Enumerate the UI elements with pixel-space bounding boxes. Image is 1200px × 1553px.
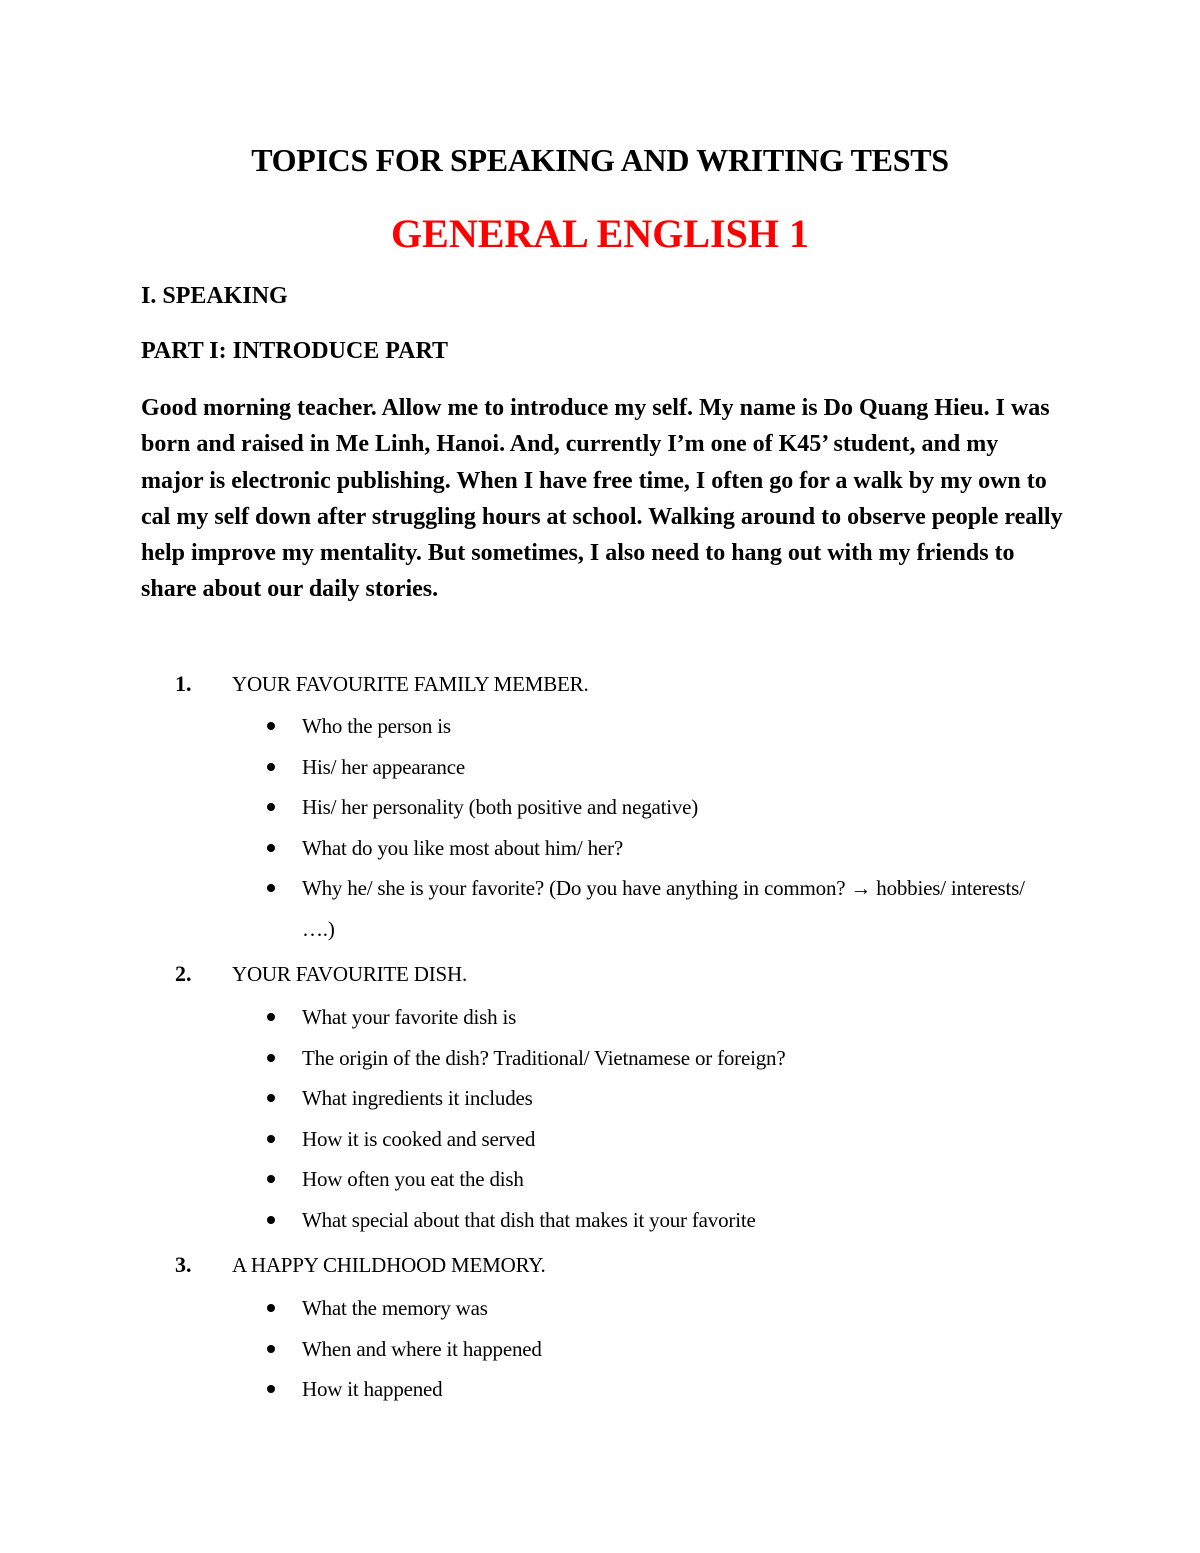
bullet-item xyxy=(0,997,1062,1038)
part-heading-introduce: PART I: INTRODUCE PART xyxy=(141,338,448,364)
bullet-dot-icon xyxy=(267,1216,275,1224)
bullet-item xyxy=(0,706,1062,747)
topic-3-bullet-list xyxy=(0,1288,1200,1410)
bullet-dot-icon xyxy=(267,763,275,771)
topic-1 xyxy=(0,666,1200,702)
bullet-dot-icon xyxy=(267,1135,275,1143)
bullet-dot-icon xyxy=(267,1054,275,1062)
bullet-text: How it happened xyxy=(302,1377,443,1401)
topic-number: 1. xyxy=(175,671,192,696)
topic-number: 2. xyxy=(175,961,192,986)
topic-2 xyxy=(0,956,1200,992)
bullet-text: What the memory was xyxy=(302,1296,488,1320)
topic-heading xyxy=(0,956,1200,992)
bullet-dot-icon xyxy=(267,1385,275,1393)
bullet-text: How often you eat the dish xyxy=(302,1167,524,1191)
bullet-dot-icon xyxy=(267,1013,275,1021)
bullet-item xyxy=(0,828,1062,869)
intro-paragraph: Good morning teacher. Allow me to introduce my self. My name is Do Quang Hieu. I was born and raised in Me Linh, Hanoi. And, currently I’m one of K45’ student, and my major is electronic publishing. When I have free time, I often go for a walk by my own to cal my self down after struggling hours at school. Walking around to observe people really help improve my mentality. But sometimes, I also need to hang out with my friends to share about our daily stories. xyxy=(141,395,1063,603)
bullet-item xyxy=(0,1159,1062,1200)
bullet-item xyxy=(0,1200,1062,1241)
bullet-text: What your favorite dish is xyxy=(302,1005,517,1029)
topic-title: YOUR FAVOURITE FAMILY MEMBER. xyxy=(232,672,589,696)
topic-2-bullet-list xyxy=(0,997,1200,1240)
bullet-item xyxy=(0,747,1062,788)
bullet-text: When and where it happened xyxy=(302,1336,542,1361)
bullet-text: His/ her appearance xyxy=(302,754,465,779)
bullet-item xyxy=(0,1119,1062,1160)
topic-number: 3. xyxy=(175,1252,192,1277)
bullet-dot-icon xyxy=(267,1094,275,1102)
bullet-item xyxy=(0,1078,1062,1119)
document-subtitle: GENERAL ENGLISH 1 xyxy=(391,211,809,256)
bullet-text: His/ her personality (both positive and negative) xyxy=(302,795,699,819)
topic-3 xyxy=(0,1247,1200,1283)
bullet-dot-icon xyxy=(267,1345,275,1353)
bullet-item xyxy=(0,787,1062,828)
topic-title: A HAPPY CHILDHOOD MEMORY. xyxy=(232,1253,546,1277)
bullet-item xyxy=(0,1288,1062,1329)
bullet-dot-icon xyxy=(267,884,275,892)
section-heading-speaking: I. SPEAKING xyxy=(141,283,288,309)
topic-heading xyxy=(0,666,1200,702)
bullet-item xyxy=(0,1038,1062,1079)
bullet-dot-icon xyxy=(267,722,275,730)
bullet-text: What do you like most about him/ her? xyxy=(302,835,623,860)
topic-1-bullet-list xyxy=(0,706,1200,949)
bullet-text: Why he/ she is your favorite? (Do you have anything in common? → hobbies/ interests/ ….) xyxy=(302,876,1025,941)
document-title: TOPICS FOR SPEAKING AND WRITING TESTS xyxy=(251,142,949,178)
bullet-text: What ingredients it includes xyxy=(302,1086,533,1110)
bullet-item xyxy=(0,868,1062,949)
bullet-dot-icon xyxy=(267,1304,275,1312)
bullet-text: How it is cooked and served xyxy=(302,1126,536,1151)
bullet-item xyxy=(0,1369,1062,1410)
bullet-item xyxy=(0,1329,1062,1370)
topic-heading xyxy=(0,1247,1200,1283)
bullet-text: Who the person is xyxy=(302,714,451,738)
bullet-dot-icon xyxy=(267,803,275,811)
bullet-text: The origin of the dish? Traditional/ Vietnamese or foreign? xyxy=(302,1045,786,1070)
bullet-text: What special about that dish that makes it your favorite xyxy=(302,1207,756,1232)
bullet-dot-icon xyxy=(267,1175,275,1183)
topic-title: YOUR FAVOURITE DISH. xyxy=(232,962,467,986)
bullet-dot-icon xyxy=(267,844,275,852)
